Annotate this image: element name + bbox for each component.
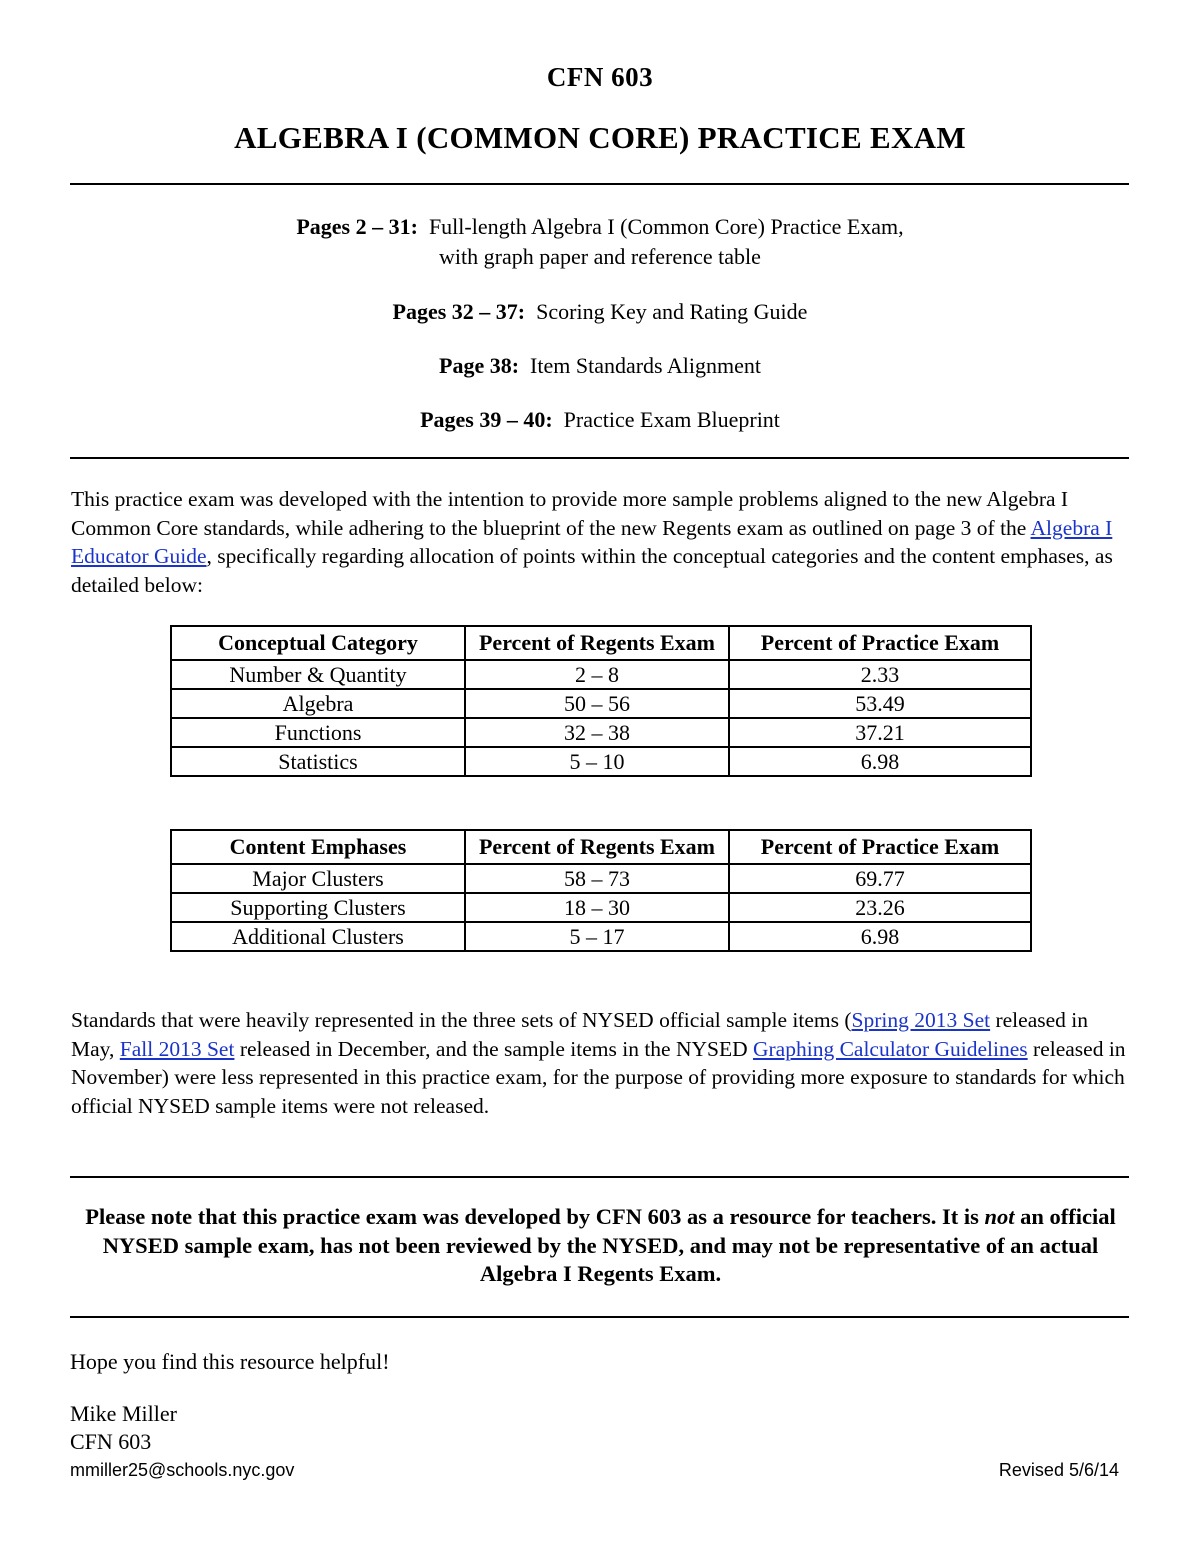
disclaimer-note: [71, 1203, 1130, 1289]
divider: [70, 1176, 1129, 1178]
divider: [70, 183, 1129, 185]
org-heading: CFN 603: [546, 62, 654, 92]
standards-text: released in December, and the sample items in the NYSED: [234, 1036, 753, 1061]
table-row: [171, 922, 1031, 951]
table-header-row: [171, 626, 1031, 660]
divider: [70, 1316, 1129, 1318]
author-org: CFN 603: [70, 1429, 152, 1454]
author-name: Mike Miller: [70, 1401, 177, 1426]
spring-2013-set-link[interactable]: Spring 2013 Set: [851, 1008, 991, 1032]
column-header: Content Emphases: [171, 830, 465, 864]
contents-pages: Pages 2 – 31:: [296, 214, 418, 239]
table-cell: Supporting Clusters: [171, 893, 465, 922]
table-cell: 23.26: [729, 893, 1031, 922]
revision-date: Revised 5/6/14: [998, 1460, 1119, 1480]
author-email: mmiller25@schools.nyc.gov: [70, 1460, 295, 1480]
table-cell: 6.98: [729, 747, 1031, 776]
table-cell: 37.21: [729, 718, 1031, 747]
table-cell: 53.49: [729, 689, 1031, 718]
intro-paragraph: [71, 485, 1133, 599]
table-cell: 5 – 17: [465, 922, 729, 951]
standards-paragraph: [71, 1006, 1133, 1120]
table-cell: 6.98: [729, 922, 1031, 951]
table-cell: Major Clusters: [171, 864, 465, 893]
standards-text: Standards that were heavily represented in the three sets of NYSED official sample items (: [71, 1008, 852, 1032]
page-title: ALGEBRA I (COMMON CORE) PRACTICE EXAM: [234, 120, 966, 155]
column-header: Percent of Practice Exam: [729, 626, 1031, 660]
intro-text: This practice exam was developed with the intention to provide more sample problems aligned to the new Algebra I Common Core standards, while adhering to the blueprint of the new Regents exam as outlined on page 3 of the: [71, 487, 1069, 540]
contents-item-4: [0, 405, 1200, 435]
table-cell: 50 – 56: [465, 689, 729, 718]
contents-pages: Page 38:: [439, 353, 520, 378]
table-row: [171, 893, 1031, 922]
note-emphasis: not: [984, 1204, 1015, 1229]
table-cell: 2.33: [729, 660, 1031, 689]
contents-pages: Pages 39 – 40:: [420, 407, 553, 432]
table-cell: Number & Quantity: [171, 660, 465, 689]
note-text: Please note that this practice exam was developed by CFN 603 as a resource for teachers. It is: [85, 1204, 985, 1229]
contents-desc: Full-length Algebra I (Common Core) Practice Exam,: [428, 214, 904, 239]
table-row: [171, 747, 1031, 776]
column-header: Percent of Regents Exam: [465, 830, 729, 864]
table-row: [171, 660, 1031, 689]
contents-pages: Pages 32 – 37:: [392, 299, 526, 324]
contents-desc: Practice Exam Blueprint: [563, 407, 780, 432]
table-header-row: [171, 830, 1031, 864]
educator-guide-link[interactable]: Algebra I Educator Guide: [71, 515, 1113, 568]
contents-item-2: [0, 297, 1200, 327]
table-cell: Additional Clusters: [171, 922, 465, 951]
table-cell: 58 – 73: [465, 864, 729, 893]
conceptual-category-table: [170, 625, 1032, 777]
table-row: [171, 718, 1031, 747]
contents-desc: Item Standards Alignment: [530, 353, 761, 378]
table-row: [171, 864, 1031, 893]
fall-2013-set-link[interactable]: Fall 2013 Set: [119, 1036, 235, 1061]
closing-line: Hope you find this resource helpful!: [70, 1349, 390, 1374]
table-cell: 32 – 38: [465, 718, 729, 747]
contents-desc-line2: with graph paper and reference table: [439, 244, 761, 269]
table-cell: Algebra: [171, 689, 465, 718]
table-cell: 5 – 10: [465, 747, 729, 776]
contents-desc: Scoring Key and Rating Guide: [536, 299, 808, 324]
table-cell: 18 – 30: [465, 893, 729, 922]
column-header: Percent of Regents Exam: [465, 626, 729, 660]
divider: [70, 457, 1129, 459]
contents-item-3: [0, 351, 1200, 381]
contents-item-1: [0, 212, 1200, 272]
note-text: an official NYSED sample exam, has not been reviewed by the NYSED, and may not be representative of an actual Algebra I Regents Exam.: [102, 1204, 1116, 1286]
graphing-calculator-guidelines-link[interactable]: Graphing Calculator Guidelines: [753, 1036, 1028, 1061]
standards-text: released in November) were less represented in this practice exam, for the purpose of providing more exposure to standards for which official NYSED sample items were not released.: [71, 1036, 1126, 1118]
content-emphases-table: [170, 829, 1032, 952]
table-cell: 2 – 8: [465, 660, 729, 689]
table-cell: Statistics: [171, 747, 465, 776]
column-header: Conceptual Category: [171, 626, 465, 660]
table-cell: Functions: [171, 718, 465, 747]
intro-text: , specifically regarding allocation of points within the conceptual categories and the content emphases, as detailed below:: [71, 544, 1113, 597]
column-header: Percent of Practice Exam: [729, 830, 1031, 864]
standards-text: released in May,: [71, 1008, 1089, 1061]
table-row: [171, 689, 1031, 718]
table-cell: 69.77: [729, 864, 1031, 893]
